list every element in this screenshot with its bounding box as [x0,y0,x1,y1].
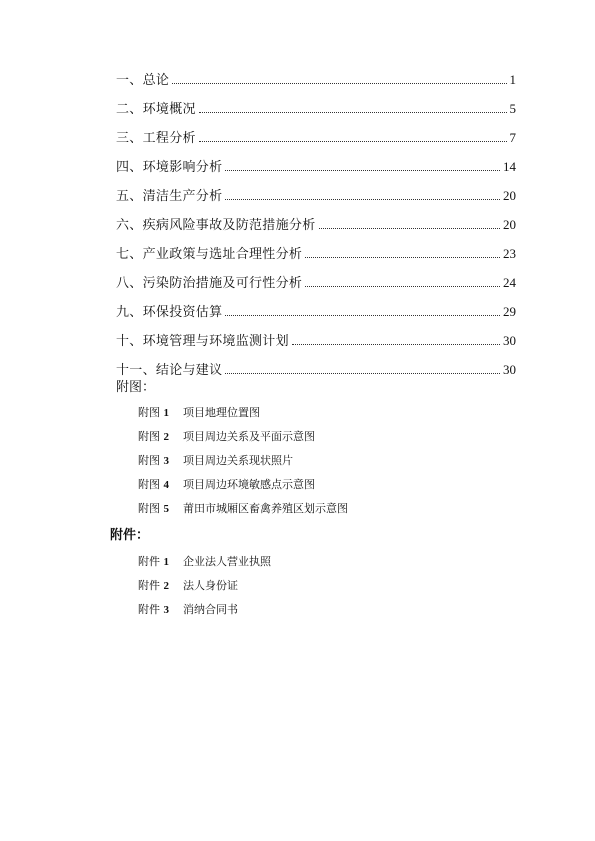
toc-entry[interactable] [116,332,516,361]
figure-title: 莆田市城厢区畜禽养殖区划示意图 [183,502,348,515]
figure-number: 5 [163,503,169,515]
toc-entry-title: 九、环保投资估算 [116,305,223,320]
toc-entry-title: 五、清洁生产分析 [116,189,223,204]
toc-entry-title: 三、工程分析 [116,131,196,146]
toc-entry-title: 八、污染防治措施及可行性分析 [116,276,303,291]
attachment-prefix: 附件 [138,555,160,568]
attachment-prefix: 附件 [138,603,160,616]
figure-prefix: 附图 [138,502,160,515]
attachments-heading: 附件： [110,528,150,543]
toc-entry-page: 14 [503,159,516,174]
toc-entry-title: 一、总论 [116,73,170,88]
toc-entry[interactable] [116,187,516,216]
figure-title: 项目周边环境敏感点示意图 [183,478,315,491]
attachment-title: 企业法人营业执照 [183,555,271,568]
toc-entry-page: 1 [509,72,516,87]
figure-title: 项目周边关系及平面示意图 [183,430,315,443]
toc-entry-title: 七、产业政策与选址合理性分析 [116,247,303,262]
toc-entry-page: 20 [503,188,516,203]
toc-entry-page: 24 [503,275,516,290]
toc-entry-page: 29 [503,304,516,319]
toc-leader-dots [225,314,500,316]
attachment-number: 2 [163,580,169,592]
toc-entry-title: 二、环境概况 [116,102,196,117]
figures-list [138,406,348,526]
toc-leader-dots [225,372,500,374]
toc-entry-title: 六、疾病风险事故及防范措施分析 [116,218,316,233]
toc-entry-page: 5 [509,101,516,116]
attachment-item [138,579,271,603]
figure-title: 项目地理位置图 [183,406,260,419]
toc-entry[interactable] [116,245,516,274]
toc-leader-dots [319,227,500,229]
figure-prefix: 附图 [138,454,160,467]
toc-leader-dots [305,256,500,258]
attachment-number: 1 [163,556,169,568]
toc-entry[interactable] [116,100,516,129]
figure-number: 4 [163,479,169,491]
figure-item [138,454,348,478]
toc-entry[interactable] [116,158,516,187]
figure-label [138,502,183,516]
toc-entry-page: 20 [503,217,516,232]
attachments-list [138,555,271,627]
attachment-item [138,555,271,579]
toc-entry-page: 7 [509,130,516,145]
toc-entry[interactable] [116,361,516,390]
attachment-title: 消纳合同书 [183,603,238,616]
figure-item [138,406,348,430]
toc-leader-dots [292,343,500,345]
attachment-label [138,603,183,617]
figure-number: 3 [163,455,169,467]
toc-entry-page: 23 [503,246,516,261]
toc-entry[interactable] [116,216,516,245]
attachment-label [138,555,183,569]
attachment-title: 法人身份证 [183,579,238,592]
attachment-number: 3 [163,604,169,616]
figure-item [138,478,348,502]
toc-entry[interactable] [116,129,516,158]
figure-label [138,430,183,444]
attachment-item [138,603,271,627]
toc-leader-dots [199,111,507,113]
figure-item [138,502,348,526]
toc-entry[interactable] [116,303,516,332]
figure-label [138,454,183,468]
figure-label [138,478,183,492]
figure-prefix: 附图 [138,478,160,491]
figure-item [138,430,348,454]
table-of-contents [116,71,516,390]
figures-heading: 附图： [116,380,156,395]
toc-leader-dots [225,198,500,200]
toc-entry[interactable] [116,274,516,303]
toc-entry[interactable] [116,71,516,100]
toc-entry-title: 十一、结论与建议 [116,363,223,378]
toc-entry-title: 四、环境影响分析 [116,160,223,175]
attachment-prefix: 附件 [138,579,160,592]
toc-leader-dots [305,285,500,287]
figure-number: 1 [163,407,169,419]
toc-leader-dots [225,169,500,171]
figure-title: 项目周边关系现状照片 [183,454,293,467]
toc-leader-dots [172,82,506,84]
figure-prefix: 附图 [138,406,160,419]
figure-label [138,406,183,420]
toc-leader-dots [199,140,507,142]
toc-entry-title: 十、环境管理与环境监测计划 [116,334,289,349]
figure-prefix: 附图 [138,430,160,443]
toc-entry-page: 30 [503,362,516,377]
toc-entry-page: 30 [503,333,516,348]
attachment-label [138,579,183,593]
figure-number: 2 [163,431,169,443]
